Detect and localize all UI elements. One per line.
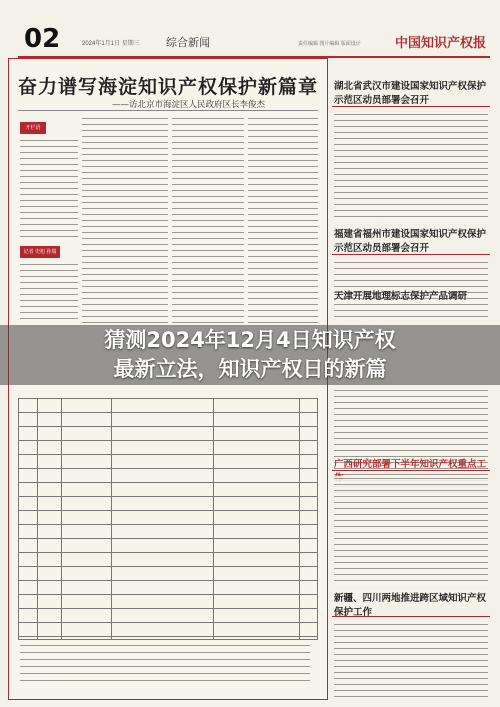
news-heading: 湖北省武汉市建设国家知识产权保护示范区动员部署会召开 [334,81,487,106]
editor-meta: 责任编辑 图片编辑 版面设计 [298,41,361,47]
article-headline: 奋力谱写海淀知识产权保护新篇章 [18,76,319,98]
overlay-title: 猜测2024年12月4日知识产权 最新立法，知识产权日的新篇 [104,328,396,381]
table-column-line [299,399,300,639]
text-column [248,116,318,324]
text-column [20,262,78,322]
article-subhead: ——访北京市海淀区人民政府区长李俊杰 [112,100,266,110]
issue-date: 2024年1月1日 星期三 [82,41,140,47]
news-heading: 福建省福州市建设国家知识产权保护示范区动员部署会召开 [334,229,487,254]
page-number: 02 [24,24,61,54]
text-column [172,116,244,324]
table-column-line [37,399,38,639]
text-column [82,116,168,324]
divider [332,470,490,471]
table-column-line [213,399,214,639]
text-column [334,476,488,586]
table-column-line [111,399,112,639]
text-column [334,112,488,222]
divider [332,616,490,617]
column-tag: 开栏语 [20,122,46,134]
text-column [20,138,78,238]
news-heading: 广西研究部署下半年知识产权重点工 [334,459,487,470]
newspaper-logo: 中国知识产权报 [394,36,486,51]
text-column [334,622,488,698]
news-heading: 新疆、四川两地推进跨区域知识产权保护工作 [334,593,487,618]
divider [332,254,490,255]
table-footnote [20,642,310,682]
news-heading: 天津开展地理标志保护产品调研 [334,291,468,302]
divider [332,106,490,107]
masthead [18,26,490,58]
table-column-line [61,399,62,639]
data-table [18,398,318,640]
byline-tag: 记者 史旭 孙瑞 [20,246,60,258]
divider [18,110,318,111]
section-name: 综合新闻 [166,36,210,49]
